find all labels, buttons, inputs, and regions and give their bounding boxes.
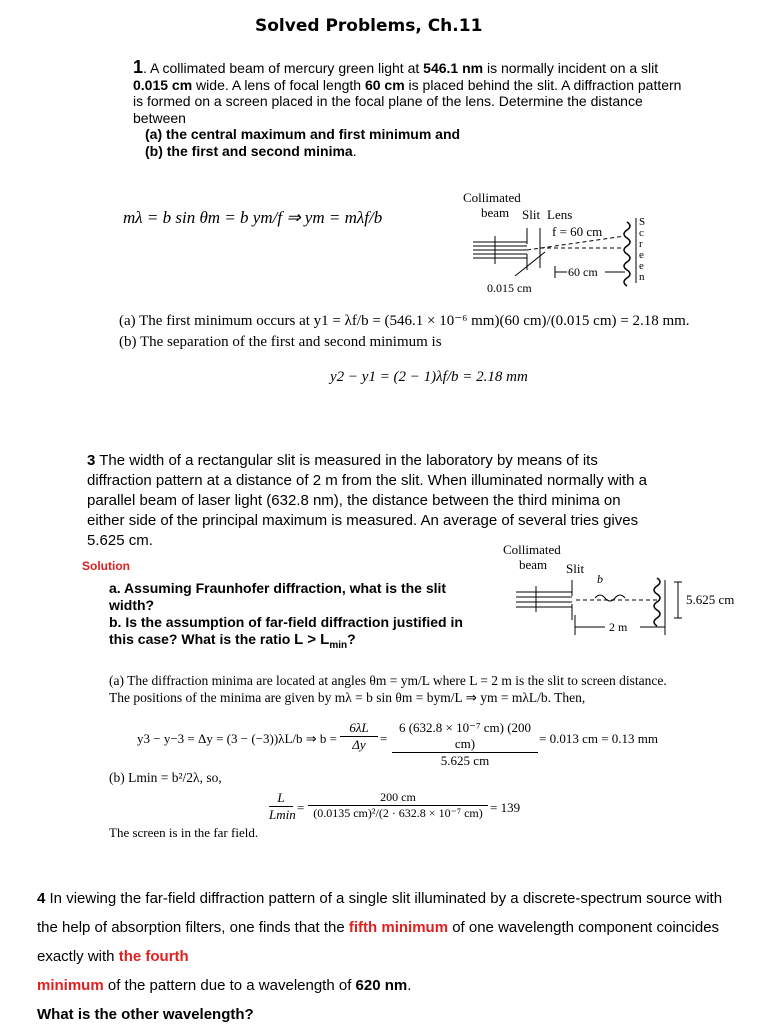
problem-1-text: is placed behind the slit. A diffraction pattern is formed on a screen placed in the focal plane of the lens. Determine the distance between — [133, 76, 682, 126]
problem-1-solution-b-equation: y2 − y1 = (2 − 1)λf/b = 2.18 mm — [330, 369, 528, 385]
problem-4-wavelength: 620 nm — [355, 977, 408, 994]
problem-3-equation-result: = 0.013 cm = 0.13 mm — [539, 731, 659, 746]
fig3-distance-label: 2 m — [609, 620, 628, 634]
problem-1-number: 1 — [133, 57, 144, 77]
problem-3-equation-frac2: 6 (632.8 × 10⁻⁷ cm) (200 cm) 5.625 cm — [392, 720, 538, 769]
fig1-width-label: 0.015 cm — [487, 281, 532, 295]
problem-3-equation-left: y3 − y−3 = Δy = (3 − (−3))λL/b ⇒ b = — [137, 731, 337, 746]
problem-1-diagram — [455, 188, 655, 298]
fig1-slit-label: Slit — [522, 207, 541, 222]
fig3-collimated-label: Collimated — [503, 542, 561, 557]
problem-1-slit-width: 0.015 cm — [133, 76, 193, 93]
solution-label: Solution — [82, 559, 130, 573]
problem-1-text: is normally incident on a slit — [483, 60, 659, 76]
problem-4-fourth: the fourth — [118, 948, 189, 965]
svg-text:c: c — [639, 227, 644, 239]
problem-1-solution-b: (b) The separation of the first and second minimum is — [119, 334, 442, 350]
problem-3-ratio-left: L Lmin — [269, 790, 296, 822]
problem-3-eq-sign: = — [380, 731, 388, 746]
problem-3-solution-b: (b) Lmin = b²/2λ, so, — [109, 770, 222, 785]
svg-text:e: e — [639, 260, 644, 272]
problem-1-text: wide. A lens of focal length — [192, 76, 365, 93]
problem-3-diagram — [500, 540, 750, 640]
problem-4-fifth-minimum: fifth minimum — [348, 919, 449, 936]
problem-3-text: The width of a rectangular slit is measured in the laboratory by means of its diffraction pattern at a distance of 2 m from the slit. When illuminated normally with a parallel beam of laser light (632.8 nm), the distance between the third minima on either side of the principal maximum is measured. An average of several tries gives 5.625 cm. — [87, 452, 647, 549]
problem-3-solution-a-line1: (a) The diffraction minima are located at angles θm = ym/L where L = 2 m is the slit to screen distance. — [109, 673, 667, 688]
problem-3-question-a: a. Assuming Fraunhofer diffraction, what is the slit width? — [109, 580, 447, 613]
fig3-beam-lines — [516, 580, 682, 635]
problem-3-question-b: b. Is the assumption of far-field diffraction justified in this case? What is the ratio $L > L_{min}$? — [109, 614, 463, 651]
problem-1-solution-a: (a) The first minimum occurs at y1 = λf/b = (546.1 × 10⁻⁶ mm)(60 cm)/(0.015 cm) = 2.18 mm. — [119, 313, 690, 329]
svg-text:e: e — [639, 249, 644, 261]
fig3-beam-label: beam — [519, 557, 548, 572]
page-title: Solved Problems, Ch.11 — [255, 16, 483, 36]
problem-3-number: 3 — [87, 452, 96, 469]
problem-3-ratio-result: = 139 — [490, 800, 521, 815]
problem-3-conclusion: The screen is in the far field. — [109, 825, 259, 840]
svg-text:n: n — [639, 271, 645, 283]
fig3-b-label: b — [597, 572, 603, 586]
problem-1-statement — [133, 59, 693, 159]
problem-3-equation-frac1: 6λL Δy — [340, 720, 378, 753]
problem-4-number: 4 — [37, 890, 46, 907]
problem-1-equation: mλ = b sin θm = b ym/f ⇒ ym = mλf/b — [123, 208, 383, 227]
fig1-lens-label: Lens — [547, 207, 573, 222]
fig1-distance-label: 60 cm — [568, 265, 598, 279]
problem-4-statement: 4 In viewing the far-field diffraction pattern of a single slit illuminated by a discrete-spectrum source with the help of absorption filters, one finds that the fifth minimum of one wavelength component coincides exactly with the fourth minimum of the pattern due to a wavelength of 620 nm. What is the other wavelength? — [37, 890, 723, 1023]
problem-3-ratio-right: 200 cm (0.0135 cm)²/(2 · 632.8 × 10⁻⁷ cm) — [308, 790, 488, 821]
problem-3-questions — [109, 580, 489, 654]
problem-3-statement — [87, 451, 657, 551]
problem-1-text: . A collimated beam of mercury green light at — [143, 60, 424, 76]
fig1-screen-pattern — [624, 222, 630, 286]
problem-3-solution-a-line2: The positions of the minima are given by mλ = b sin θm = bym/L ⇒ ym = mλL/b. Then, — [109, 690, 586, 705]
problem-4-minimum: minimum — [37, 977, 104, 994]
fig3-slit-label: Slit — [566, 561, 585, 576]
svg-text:S: S — [639, 216, 646, 228]
problem-1-part-a: (a) the central maximum and first minimum and — [145, 126, 461, 142]
fig3-screen-pattern — [654, 578, 660, 626]
problem-1-part-b-row: (b) the first and second minima. — [145, 142, 357, 159]
problem-1-focal-length: 60 cm — [364, 76, 405, 93]
fig1-collimated-label: Collimated — [463, 190, 521, 205]
problem-4-question: What is the other wavelength? — [37, 1006, 254, 1023]
fig1-focal-label: f = 60 cm — [552, 224, 603, 239]
problem-1-part-b: (b) the first and second minima — [145, 142, 353, 159]
problem-1-wavelength: 546.1 nm — [423, 60, 484, 76]
fig1-screen-letters — [639, 216, 645, 283]
problem-3-ratio-eq: = — [297, 800, 305, 815]
svg-text:r: r — [639, 238, 643, 250]
fig1-beam-label: beam — [481, 205, 510, 220]
fig3-measure-label: 5.625 cm — [686, 592, 735, 607]
